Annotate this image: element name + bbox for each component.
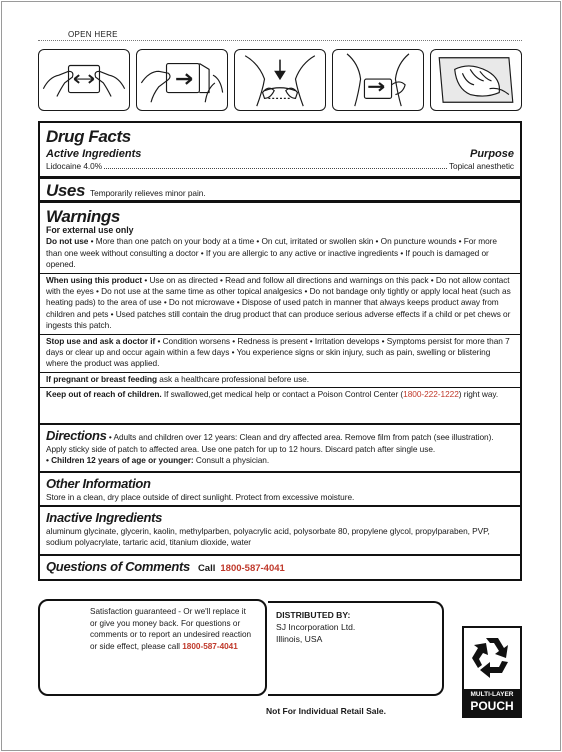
recycle-label bbox=[464, 689, 520, 716]
directions-section bbox=[40, 425, 520, 473]
keep-out-paragraph bbox=[46, 389, 514, 400]
when-using-paragraph bbox=[46, 275, 514, 332]
questions-phone: 1800-587-4041 bbox=[220, 563, 285, 574]
satisfaction-phone: 1800-587-4041 bbox=[182, 641, 238, 651]
poison-control-phone: 1800-222-1222 bbox=[403, 389, 459, 400]
active-ingredients-heading: Active Ingredients bbox=[46, 148, 142, 160]
when-using-label: When using this product bbox=[46, 274, 143, 285]
purpose-heading: Purpose bbox=[469, 148, 514, 160]
divider bbox=[40, 387, 520, 388]
do-not-use-label: Do not use bbox=[46, 236, 89, 247]
peel-apart-icon bbox=[38, 49, 130, 111]
open-here-label: OPEN HERE bbox=[68, 30, 118, 39]
remove-patch-icon bbox=[430, 49, 522, 111]
divider bbox=[40, 372, 520, 373]
when-using-text: • Use on as directed • Read and follow all directions and warnings on this pack • Do not allow contact with the eyes • Do not use at the same time as other topical analgesics • Do not bandage only tightly or apply local heat (such as heating pads) to the area of use • Do not microwave • Dispose of used patch in manner that always keeps product away from children and pets • Used patches still contain the drug product that can produce serious adverse effects if a child or pet chews or ingests this patch. bbox=[46, 274, 511, 331]
distributor-location: Illinois, USA bbox=[276, 634, 323, 644]
drug-facts-header bbox=[40, 123, 520, 179]
drug-facts-title: Drug Facts bbox=[46, 127, 131, 146]
patch-on-back-icon bbox=[332, 49, 424, 111]
warnings-heading: Warnings bbox=[46, 207, 120, 226]
children-label: • Children 12 years of age or younger: bbox=[46, 455, 194, 466]
do-not-use-paragraph bbox=[46, 236, 514, 270]
drug-facts-panel bbox=[38, 121, 522, 581]
stop-use-paragraph bbox=[46, 336, 514, 370]
recycle-badge bbox=[462, 626, 522, 718]
divider bbox=[40, 273, 520, 274]
uses-heading: Uses bbox=[46, 181, 86, 200]
pregnant-paragraph bbox=[46, 374, 514, 385]
pregnant-label: If pregnant or breast feeding bbox=[46, 373, 158, 384]
children-text: Consult a physician. bbox=[193, 455, 270, 466]
questions-heading: Questions of Comments bbox=[46, 559, 190, 574]
satisfaction-box bbox=[38, 599, 267, 696]
recycle-line-2: POUCH bbox=[470, 699, 514, 713]
distributor-box bbox=[268, 601, 444, 696]
not-for-retail-label: Not For Individual Retail Sale. bbox=[266, 706, 386, 716]
distributor-heading: DISTRIBUTED BY: bbox=[276, 610, 351, 620]
inactive-ingredients-heading: Inactive Ingredients bbox=[46, 510, 163, 525]
uses-text: Temporarily relieves minor pain. bbox=[90, 188, 206, 198]
keep-out-label: Keep out of reach of children. bbox=[46, 389, 162, 400]
divider bbox=[40, 334, 520, 335]
stop-use-label: Stop use and ask a doctor if bbox=[46, 335, 156, 346]
warnings-section bbox=[40, 203, 520, 425]
application-illustrations bbox=[38, 49, 522, 112]
distributor-name: SJ Incorporation Ltd. bbox=[276, 622, 356, 632]
purpose-value: Topical anesthetic bbox=[448, 161, 514, 171]
recycle-icon bbox=[464, 628, 520, 690]
peel-film-icon bbox=[136, 49, 228, 111]
do-not-use-text: • More than one patch on your body at a time • On cut, irritated or swollen skin • On puncture wounds • For more than one week without consulting a doctor • If you are allergic to any active or inactive ingredients • If pouch is damaged or opened. bbox=[46, 236, 497, 270]
apply-to-back-icon bbox=[234, 49, 326, 111]
recycle-line-1: MULTI-LAYER bbox=[470, 691, 514, 698]
tear-line bbox=[38, 40, 522, 41]
directions-text: • Adults and children over 12 years: Clean and dry affected area. Remove film from patch (see illustration). Apply sticky side of patch to affected area. Use one patch for up to 12 hours. Discard patch after single use. bbox=[46, 432, 494, 454]
external-use-label: For external use only bbox=[46, 225, 134, 235]
inactive-ingredients-text: aluminum glycinate, glycerin, kaolin, methylparben, polyacrylic acid, polysorbate 80, propylene glycol, propylparaben, PVP, sodium polyacrylate, tartaric acid, titanium dioxide, water bbox=[46, 526, 490, 548]
uses-section bbox=[40, 179, 520, 203]
active-ingredient: Lidocaine 4.0% bbox=[46, 161, 103, 171]
keep-out-tail: ) right way. bbox=[458, 389, 499, 400]
questions-section bbox=[40, 556, 520, 579]
keep-out-text: If swallowed,get medical help or contact a Poison Control Center ( bbox=[161, 389, 404, 400]
pregnant-text: ask a healthcare professional before use. bbox=[157, 373, 309, 384]
stop-use-text: • Condition worsens • Redness is present • Irritation develops • Symptoms persist for more than 7 days or clear up and occur again within a few days • You experience signs or skin injury, such as pain, swelling or blistering where the product was applied. bbox=[46, 335, 510, 369]
call-label: Call bbox=[197, 563, 216, 574]
other-information-heading: Other Information bbox=[46, 476, 151, 491]
other-information-text: Store in a clean, dry place outside of direct sunlight. Protect from excessive moisture. bbox=[46, 492, 355, 502]
dot-leader bbox=[104, 168, 447, 169]
inactive-ingredients-section bbox=[40, 507, 520, 556]
other-information-section bbox=[40, 473, 520, 507]
satisfaction-text: Satisfaction guaranteed - Or we'll replace it or give you money back. For questions or comments or to report an undesired reaction or side effect, please call bbox=[90, 607, 252, 651]
directions-heading: Directions bbox=[46, 428, 107, 443]
